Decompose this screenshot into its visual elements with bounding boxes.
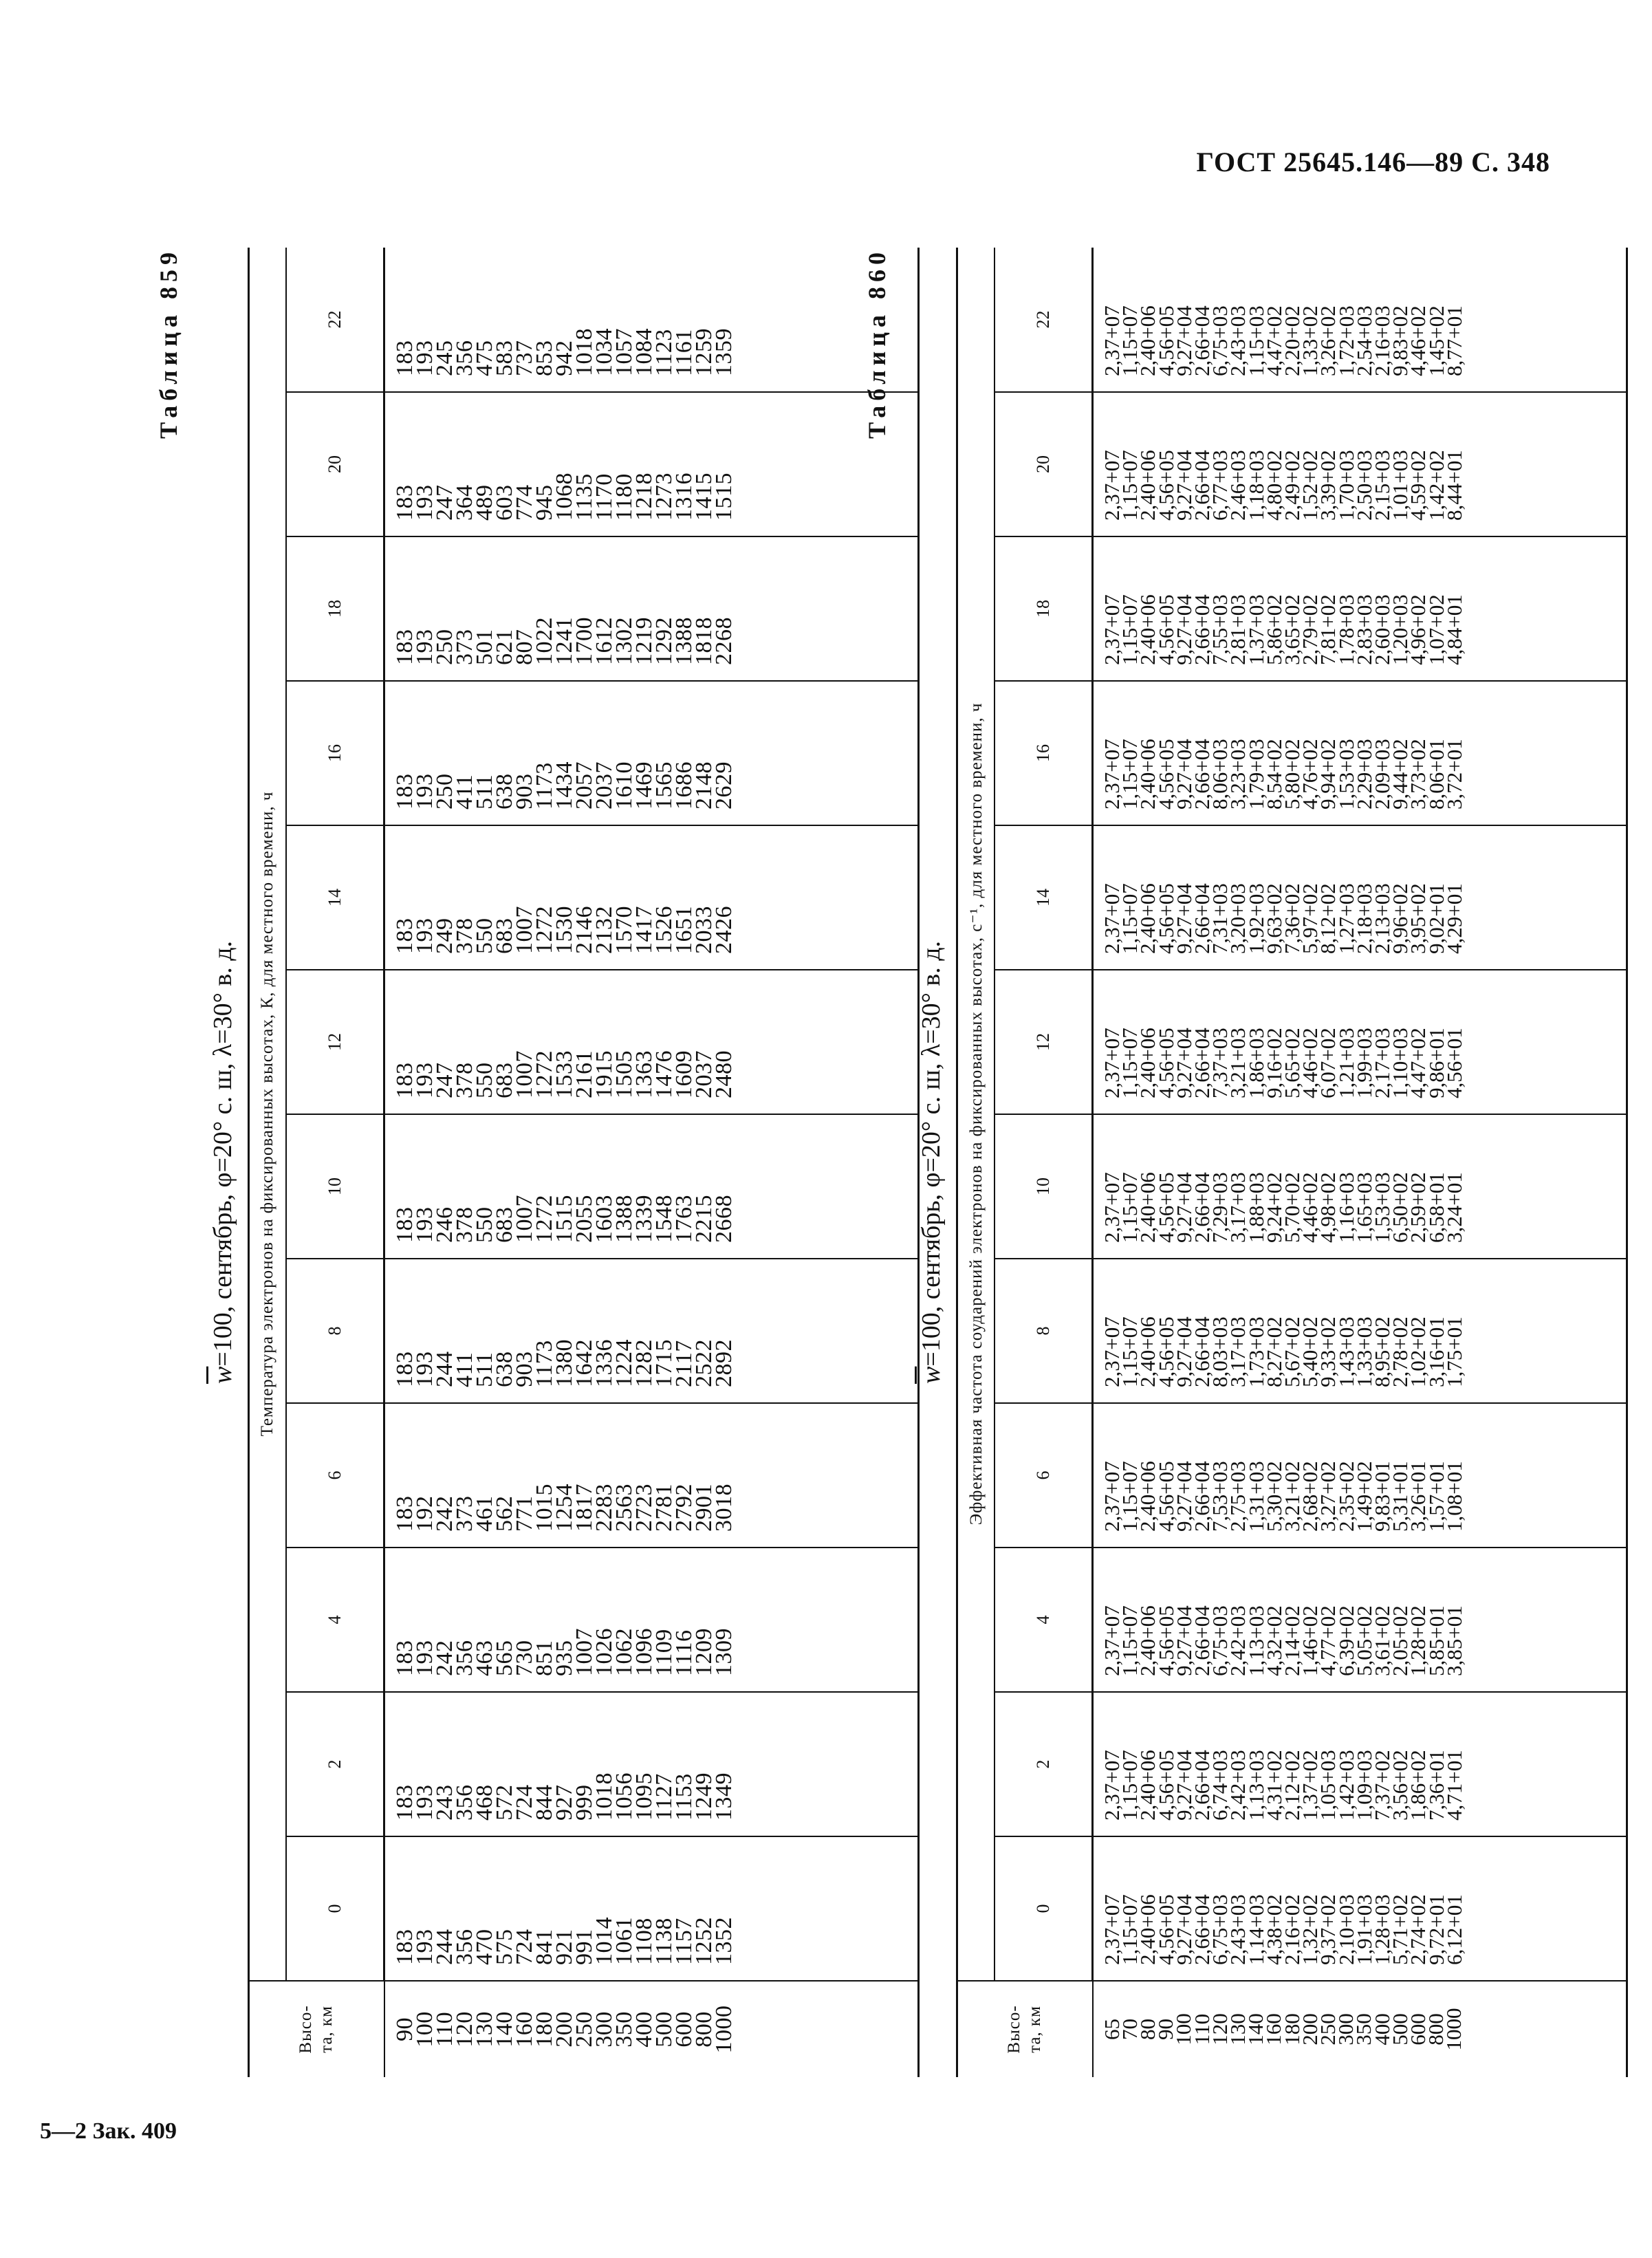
hour-header: 16 bbox=[995, 681, 1093, 825]
table-859-subtitle-params: =100, сентябрь, φ=20° с. ш, λ=30° в. д. bbox=[208, 940, 237, 1367]
value-column: 2,37+07 1,15+07 2,40+06 4,56+05 9,27+04 2,66+04 7,55+03 2,81+03 1,37+03 5,86+02 3,65+02 2,79+02 7,81+02 1,78+03 2,83+03 2,60+03 1,20+03 4,96+02 1,07+02 4,84+01 bbox=[1093, 536, 1627, 681]
table-860-number: Таблица 860 bbox=[863, 248, 891, 439]
hour-header: 10 bbox=[995, 1114, 1093, 1259]
hour-header: 14 bbox=[995, 825, 1093, 970]
table-859-caption: Температура электронов на фиксированных высотах, К, для местного времени, ч bbox=[249, 248, 287, 1981]
value-column: 183 192 242 373 461 562 771 1015 1254 1817 2283 2563 2723 2781 2792 2901 3018 bbox=[384, 1403, 919, 1548]
table-860 bbox=[956, 248, 1628, 2077]
value-column: 183 193 250 373 501 621 807 1022 1241 1700 1612 1302 1219 1292 1388 1818 2268 bbox=[384, 536, 919, 681]
value-column: 183 193 246 378 550 683 1007 1272 1515 2055 1603 1388 1339 1548 1763 2215 2668 bbox=[384, 1114, 919, 1259]
value-column: 2,37+07 1,15+07 2,40+06 4,56+05 9,27+04 2,66+04 6,75+03 2,43+03 1,14+03 4,38+02 2,16+02 1,32+02 9,37+02 2,10+03 1,91+03 1,28+03 5,71+02 2,74+02 9,72+01 6,12+01 bbox=[1093, 1836, 1627, 1981]
value-column: 2,37+07 1,15+07 2,40+06 4,56+05 9,27+04 2,66+04 6,75+03 2,42+03 1,13+03 4,32+02 2,14+02 1,46+02 4,77+02 6,39+02 5,05+02 3,61+02 2,05+02 1,28+02 5,85+01 3,85+01 bbox=[1093, 1548, 1627, 1692]
hour-header: 8 bbox=[286, 1259, 384, 1403]
table-row bbox=[384, 248, 919, 2077]
value-column: 2,37+07 1,15+07 2,40+06 4,56+05 9,27+04 2,66+04 7,31+03 3,20+03 1,92+03 9,63+02 7,36+02 5,97+02 8,12+02 1,27+03 2,18+03 2,13+03 9,96+02 3,95+02 9,02+01 4,29+01 bbox=[1093, 825, 1627, 970]
hour-header: 4 bbox=[286, 1548, 384, 1692]
hour-header: 0 bbox=[286, 1836, 384, 1981]
altitude-header: Высо- та, км bbox=[249, 1981, 384, 2077]
table-860-subtitle-w: $\overline{w}$ bbox=[917, 1366, 946, 1385]
value-column: 2,37+07 1,15+07 2,40+06 4,56+05 9,27+04 2,66+04 7,53+03 2,75+03 1,31+03 5,30+02 3,21+02 2,68+02 3,27+02 2,35+02 1,49+02 9,83+01 5,31+01 3,26+01 1,57+01 1,08+01 bbox=[1093, 1403, 1627, 1548]
table-row bbox=[1093, 248, 1627, 2077]
hour-header: 14 bbox=[286, 825, 384, 970]
table-859-block bbox=[144, 248, 846, 2077]
value-column: 183 193 243 356 468 572 724 844 927 999 1018 1056 1095 1127 1153 1249 1349 bbox=[384, 1692, 919, 1836]
value-column: 2,37+07 1,15+07 2,40+06 4,56+05 9,27+04 2,66+04 6,77+03 2,46+03 1,18+03 4,80+02 2,49+02 1,52+02 3,39+02 1,70+03 2,50+03 2,15+03 1,01+03 4,59+02 1,42+02 8,44+01 bbox=[1093, 392, 1627, 536]
hour-header: 22 bbox=[286, 248, 384, 392]
hour-header: 4 bbox=[995, 1548, 1093, 1692]
table-859 bbox=[248, 248, 920, 2077]
hour-header: 2 bbox=[995, 1692, 1093, 1836]
hour-header: 22 bbox=[995, 248, 1093, 392]
altitude-column: 90 100 110 120 130 140 160 180 200 250 300 350 400 500 600 800 1000 bbox=[384, 1981, 919, 2077]
hour-header: 10 bbox=[286, 1114, 384, 1259]
table-860-caption: Эффективная частота соударений электронов на фиксированных высотах, с⁻¹, для местного времени, ч bbox=[957, 248, 995, 1981]
value-column: 2,37+07 1,15+07 2,40+06 4,56+05 9,27+04 2,66+04 6,75+03 2,43+03 1,15+03 4,47+02 2,20+02 1,33+02 3,26+02 1,72+03 2,54+03 2,16+03 9,83+02 4,46+02 1,45+02 8,77+01 bbox=[1093, 248, 1627, 392]
value-column: 2,37+07 1,15+07 2,40+06 4,56+05 9,27+04 2,66+04 7,37+03 3,21+03 1,86+03 9,16+02 5,65+02 4,46+02 6,07+02 1,21+03 1,99+03 2,17+03 1,10+03 4,47+02 9,86+01 4,56+01 bbox=[1093, 970, 1627, 1114]
altitude-column: 65 70 80 90 100 110 120 130 140 160 180 200 250 300 350 400 500 600 800 1000 bbox=[1093, 1981, 1627, 2077]
hour-header: 20 bbox=[286, 392, 384, 536]
table-859-caption-area bbox=[144, 248, 237, 2077]
value-column: 183 193 242 356 463 565 730 851 935 1007 1026 1062 1096 1109 1116 1209 1309 bbox=[384, 1548, 919, 1692]
hour-header: 12 bbox=[286, 970, 384, 1114]
value-column: 183 193 250 411 511 638 903 1173 1434 2057 2037 1610 1469 1565 1686 2148 2629 bbox=[384, 681, 919, 825]
hour-header: 16 bbox=[286, 681, 384, 825]
value-column: 2,37+07 1,15+07 2,40+06 4,56+05 9,27+04 2,66+04 6,74+03 2,42+03 1,13+03 4,31+02 2,12+02 1,37+02 1,05+03 1,42+03 1,09+03 7,37+02 3,56+02 1,86+02 7,36+01 4,71+01 bbox=[1093, 1692, 1627, 1836]
value-column: 183 193 249 378 550 683 1007 1272 1530 2146 2132 1570 1417 1526 1651 2033 2426 bbox=[384, 825, 919, 970]
altitude-header: Высо- та, км bbox=[957, 1981, 1093, 2077]
value-column: 183 193 244 411 511 638 903 1173 1380 1642 1336 1224 1282 1715 2117 2522 2892 bbox=[384, 1259, 919, 1403]
table-859-subtitle-w: $\overline{w}$ bbox=[208, 1366, 237, 1385]
value-column: 2,37+07 1,15+07 2,40+06 4,56+05 9,27+04 2,66+04 7,29+03 3,17+03 1,88+03 9,24+02 5,70+02 4,46+02 4,98+02 1,16+03 1,65+03 1,53+03 6,50+02 2,59+02 6,58+01 3,24+01 bbox=[1093, 1114, 1627, 1259]
hour-header: 6 bbox=[286, 1403, 384, 1548]
page-footer: 5—2 Зак. 409 bbox=[40, 2118, 177, 2144]
table-860-caption-area bbox=[853, 248, 946, 2077]
value-column: 2,37+07 1,15+07 2,40+06 4,56+05 9,27+04 2,66+04 8,06+03 3,23+03 1,79+03 8,54+02 5,80+02 4,76+02 9,94+02 1,53+03 2,29+03 2,09+03 9,44+02 3,73+02 8,06+01 3,72+01 bbox=[1093, 681, 1627, 825]
table-860-subtitle bbox=[916, 248, 946, 2077]
hour-header: 18 bbox=[286, 536, 384, 681]
value-column: 183 193 247 364 489 603 774 945 1068 1135 1170 1180 1218 1273 1316 1415 1515 bbox=[384, 392, 919, 536]
table-860-block bbox=[853, 248, 1554, 2077]
page-header: ГОСТ 25645.146—89 С. 348 bbox=[1196, 146, 1550, 177]
hour-header: 2 bbox=[286, 1692, 384, 1836]
value-column: 183 193 247 378 550 683 1007 1272 1533 2161 1915 1505 1363 1476 1609 2037 2480 bbox=[384, 970, 919, 1114]
table-859-number: Таблица 859 bbox=[155, 248, 182, 439]
value-column: 2,37+07 1,15+07 2,40+06 4,56+05 9,27+04 2,66+04 8,03+03 3,17+03 1,73+03 8,27+02 5,67+02 5,40+02 9,33+02 1,43+03 1,33+03 8,95+02 2,78+02 1,02+02 3,16+01 1,75+01 bbox=[1093, 1259, 1627, 1403]
hour-header: 18 bbox=[995, 536, 1093, 681]
hour-header: 0 bbox=[995, 1836, 1093, 1981]
hour-header: 20 bbox=[995, 392, 1093, 536]
hour-header: 12 bbox=[995, 970, 1093, 1114]
table-860-subtitle-params: =100, сентябрь, φ=20° с. ш, λ=30° в. д. bbox=[917, 940, 946, 1367]
value-column: 183 193 244 356 470 575 724 841 921 991 1014 1061 1108 1138 1157 1252 1352 bbox=[384, 1836, 919, 1981]
value-column: 183 193 245 356 475 583 737 853 942 1018 1034 1057 1084 1123 1161 1259 1359 bbox=[384, 248, 919, 392]
table-859-subtitle bbox=[208, 248, 238, 2077]
hour-header: 6 bbox=[995, 1403, 1093, 1548]
hour-header: 8 bbox=[995, 1259, 1093, 1403]
